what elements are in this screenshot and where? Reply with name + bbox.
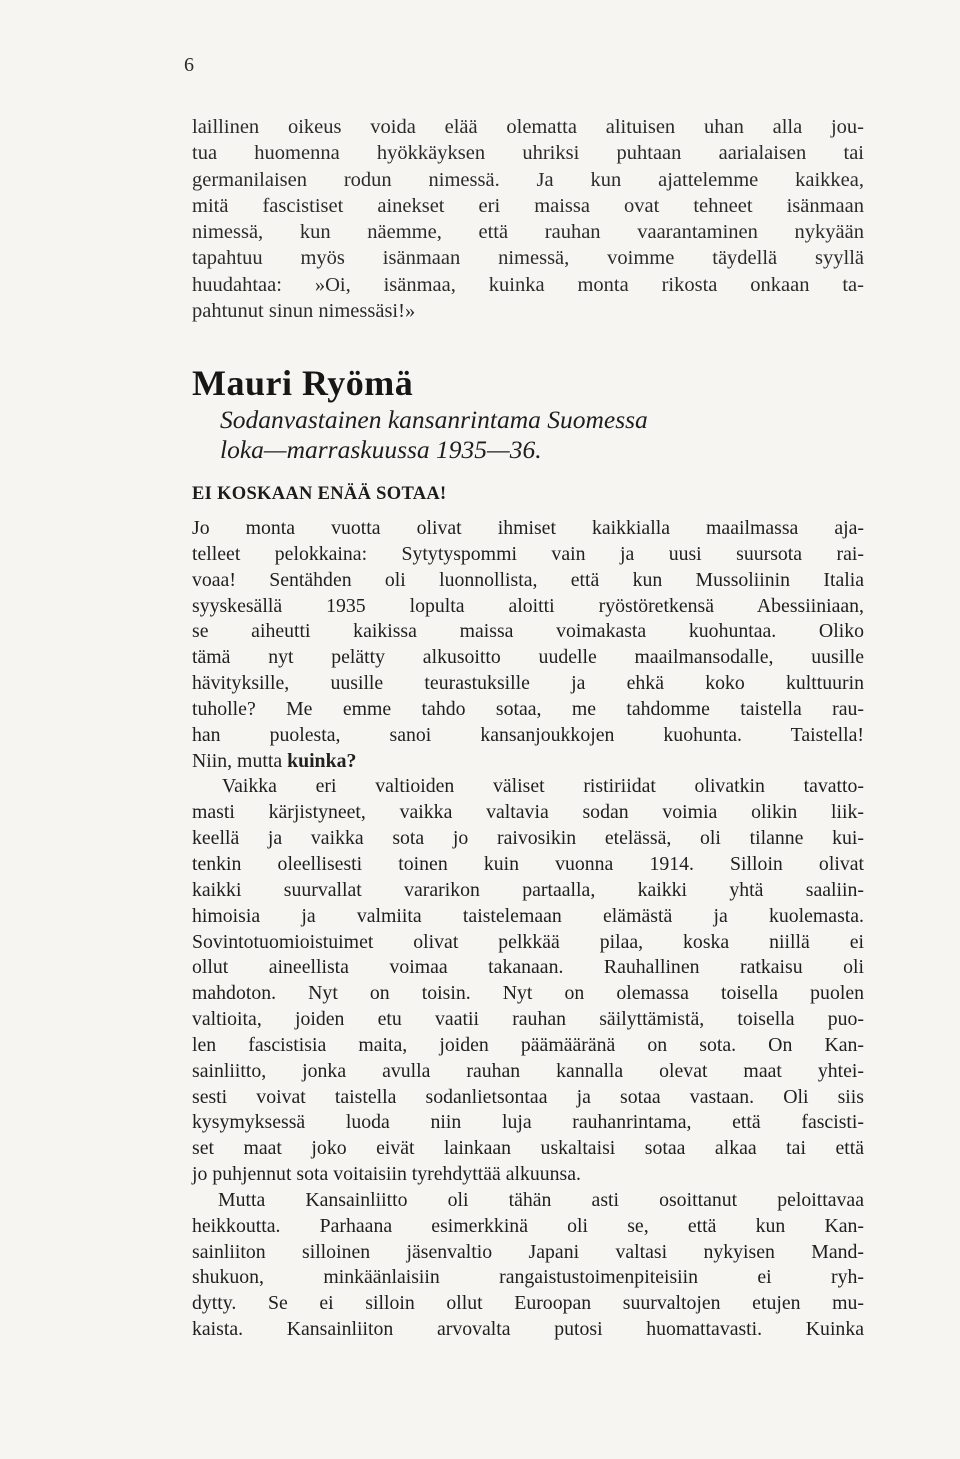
text-line: Mutta Kansainliitto oli tähän asti osoittanut peloittavaa [218, 1188, 864, 1211]
text-line: tenkin oleellisesti toinen kuin vuonna 1914. Silloin olivat [192, 852, 864, 875]
article-title-line: Sodanvastainen kansanrintama Suomessa [220, 405, 648, 434]
text-line: telleet pelokkaina: Sytytyspommi vain ja uusi suursota rai- [192, 542, 864, 565]
text-line: Vaikka eri valtioiden väliset ristiriidat olivatkin tavatto- [222, 775, 864, 798]
text-line: masti kärjistyneet, vaikka valtavia sodan voimia olikin liik- [192, 801, 864, 824]
text-line: himoisia ja valmiita taistelemaan elämästä ja kuolemasta. [192, 904, 864, 927]
text-line: mitä fascistiset ainekset eri maissa ovat tehneet isänmaan [192, 194, 864, 217]
page-number: 6 [184, 54, 194, 76]
bold-phrase: kuinka? [287, 749, 357, 772]
text-line: Jo monta vuotta olivat ihmiset kaikkialla maailmassa aja- [192, 517, 864, 539]
text-line: mahdoton. Nyt on toisin. Nyt on olemassa toisella puolen [192, 982, 864, 1005]
article-title-line: loka—marraskuussa 1935—36. [220, 435, 542, 464]
text-line: kaista. Kansainliiton arvovalta putosi huomattavasti. Kuinka [192, 1318, 864, 1341]
text-line: keellä ja vaikka sota jo raivosikin etelässä, oli tilanne kui- [192, 827, 864, 850]
article-title [220, 405, 648, 465]
text-line: valtioita, joiden etu vaatii rauhan säilyttämistä, toisella puo- [192, 1008, 864, 1031]
text-line: sainliiton silloinen jäsenvaltio Japani valtasi nykyisen Mand- [192, 1240, 864, 1263]
text-line: han puolesta, sanoi kansanjoukkojen kuohunta. Taistella! [192, 723, 864, 746]
section-heading: EI KOSKAAN ENÄÄ SOTAA! [192, 484, 447, 504]
text-line: set maat joko eivät lainkaan uskaltaisi sotaa alkaa tai että [192, 1137, 864, 1160]
text-line: se aiheutti kaikissa maissa voimakasta kuohuntaa. Oliko [192, 620, 864, 643]
text-line: laillinen oikeus voida elää olematta alituisen uhan alla jou- [192, 116, 864, 138]
text-line: kaikki suurvallat vararikon partaalla, kaikki yhtä saaliin- [192, 878, 864, 901]
text-line: len fascistisia maita, joiden päämääränä on sota. On Kan- [192, 1033, 864, 1056]
text-line: tua huomenna hyökkäyksen uhriksi puhtaan aarialaisen tai [192, 142, 864, 165]
text-line: syyskesällä 1935 lopulta aloitti ryöstöretkensä Abessiiniaan, [192, 594, 864, 617]
text-line: kysymyksessä luoda niin luja rauhanrintama, että fascisti- [192, 1111, 864, 1134]
text-line: shukuon, minkäänlaisiin rangaistustoimenpiteisiin ei ryh- [192, 1266, 864, 1289]
text-fragment: Niin, mutta [192, 749, 288, 772]
text-line: sainliitto, jonka avulla rauhan kannalla olevat maat yhtei- [192, 1059, 864, 1082]
text-line: sesti voivat taistella sodanlietsontaa ja sotaa vastaan. Oli siis [192, 1085, 864, 1108]
text-line [192, 749, 864, 775]
text-line: huudahtaa: »Oi, isänmaa, kuinka monta rikosta onkaan ta- [192, 273, 864, 296]
text-line: Sovintotuomioistuimet olivat pelkkää pilaa, koska niillä ei [192, 930, 864, 953]
text-line: germanilaisen rodun nimessä. Ja kun ajattelemme kaikkea, [192, 168, 864, 191]
text-line: voaa! Sentähden oli luonnollista, että kun Mussoliinin Italia [192, 568, 864, 591]
text-line: nimessä, kun näemme, että rauhan vaarantaminen nykyään [192, 221, 864, 244]
text-line: tuholle? Me emme tahdo sotaa, me tahdomme taistella rau- [192, 697, 864, 720]
text-line: hävityksille, uusille teurastuksille ja ehkä koko kulttuurin [192, 672, 864, 695]
intro-paragraph [192, 114, 864, 324]
text-line: heikkoutta. Parhaana esimerkkinä oli se, että kun Kan- [192, 1214, 864, 1237]
text-line: dytty. Se ei silloin ollut Euroopan suurvaltojen etujen mu- [192, 1292, 864, 1315]
text-line: ollut aineellista voimaa takanaan. Rauhallinen ratkaisu oli [192, 956, 864, 979]
text-line: pahtunut sinun nimessäsi!» [192, 300, 416, 323]
body-text [192, 516, 864, 1343]
text-line: tämä nyt pelätty alkusoitto uudelle maailmansodalle, uusille [192, 646, 864, 669]
text-line: jo puhjennut sota voitaisiin tyrehdyttää alkuunsa. [192, 1163, 581, 1186]
text-line: tapahtuu myös isänmaan nimessä, voimme täydellä syyllä [192, 247, 864, 270]
author-name: Mauri Ryömä [192, 363, 414, 403]
